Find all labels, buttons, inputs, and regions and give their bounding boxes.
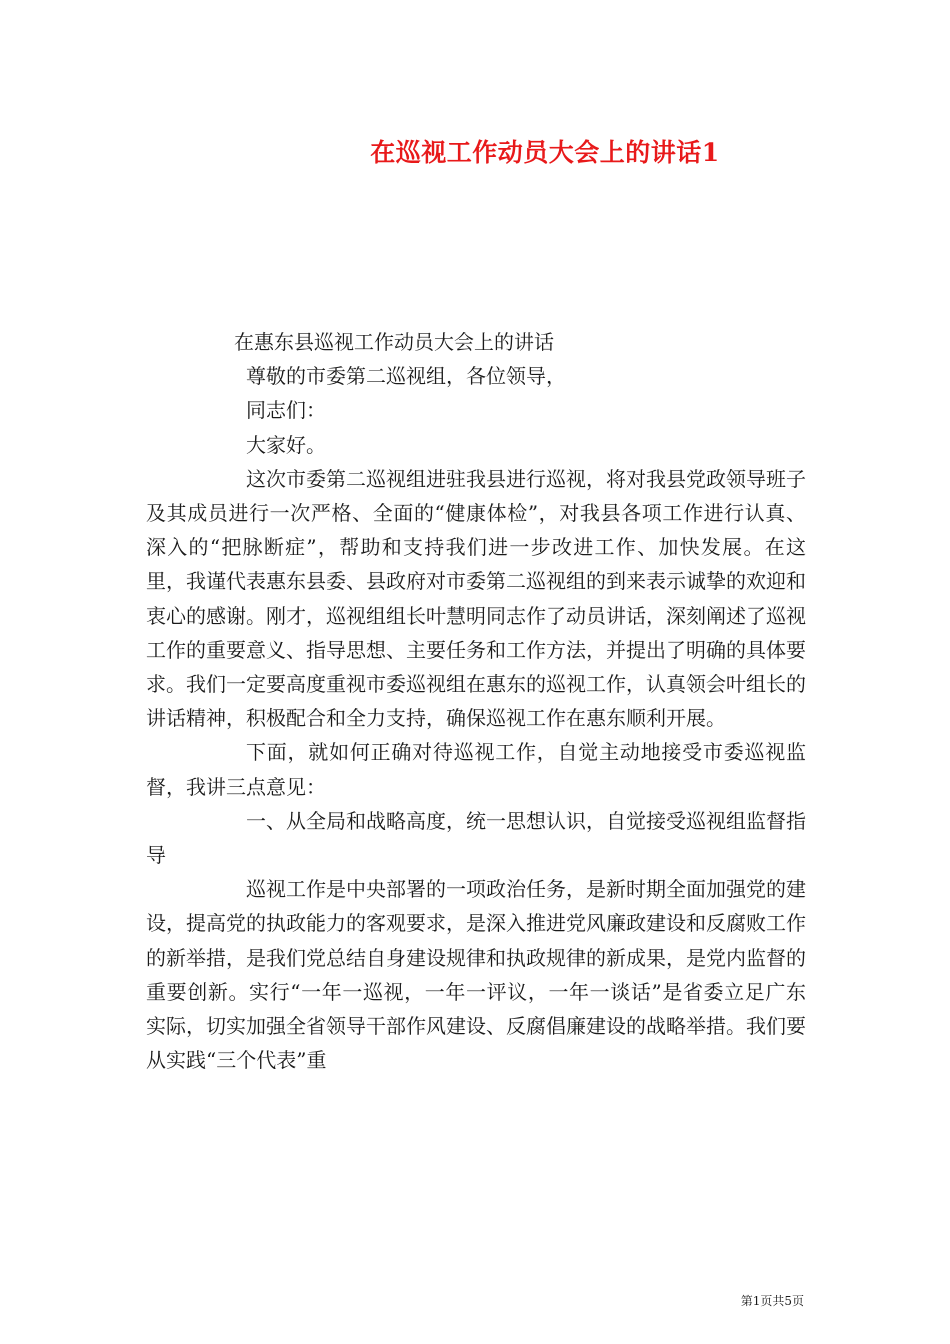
salutation-line-1: 尊敬的市委第二巡视组，各位领导， xyxy=(246,364,566,389)
paragraph-transition: 下面，就如何正确对待巡视工作，自觉主动地接受市委巡视监督，我讲三点意见： xyxy=(146,740,806,799)
document-body xyxy=(146,325,806,1077)
paragraph-intro: 这次市委第二巡视组进驻我县进行巡视，将对我县党政领导班子及其成员进行一次严格、全面的“健康体检”，对我县各项工作进行认真、深入的“把脉断症”，帮助和支持我们进一步改进工作、加快发展。在这里，我谨代表惠东县委、县政府对市委第二巡视组的到来表示诚挚的欢迎和衷心的感谢。刚才，巡视组组长叶慧明同志作了动员讲话，深刻阐述了巡视工作的重要意义、指导思想、主要任务和工作方法，并提出了明确的具体要求。我们一定要高度重视市委巡视组在惠东的巡视工作，认真领会叶组长的讲话精神，积极配合和全力支持，确保巡视工作在惠东顺利开展。 xyxy=(146,466,806,731)
section-heading-1: 一、从全局和战略高度，统一思想认识，自觉接受巡视组监督指导 xyxy=(146,808,806,868)
paragraph-section-1: 巡视工作是中央部署的一项政治任务，是新时期全面加强党的建设，提高党的执政能力的客观要求，是深入推进党风廉政建设和反腐败工作的新举措，是我们党总结自身建设规律和执政规律的新成果，是党内监督的重要创新。实行“一年一巡视，一年一评议，一年一谈话”是省委立足广东实际，切实加强全省领导干部作风建设、反腐倡廉建设的战略举措。我们要从实践“三个代表”重 xyxy=(146,877,806,1073)
speech-subtitle: 在惠东县巡视工作动员大会上的讲话 xyxy=(234,330,554,354)
document-title: 在巡视工作动员大会上的讲话1 xyxy=(370,138,720,167)
greeting-line: 大家好。 xyxy=(246,432,326,457)
salutation-line-2: 同志们： xyxy=(246,398,326,423)
page-number: 第1页共5页 xyxy=(740,1294,804,1308)
